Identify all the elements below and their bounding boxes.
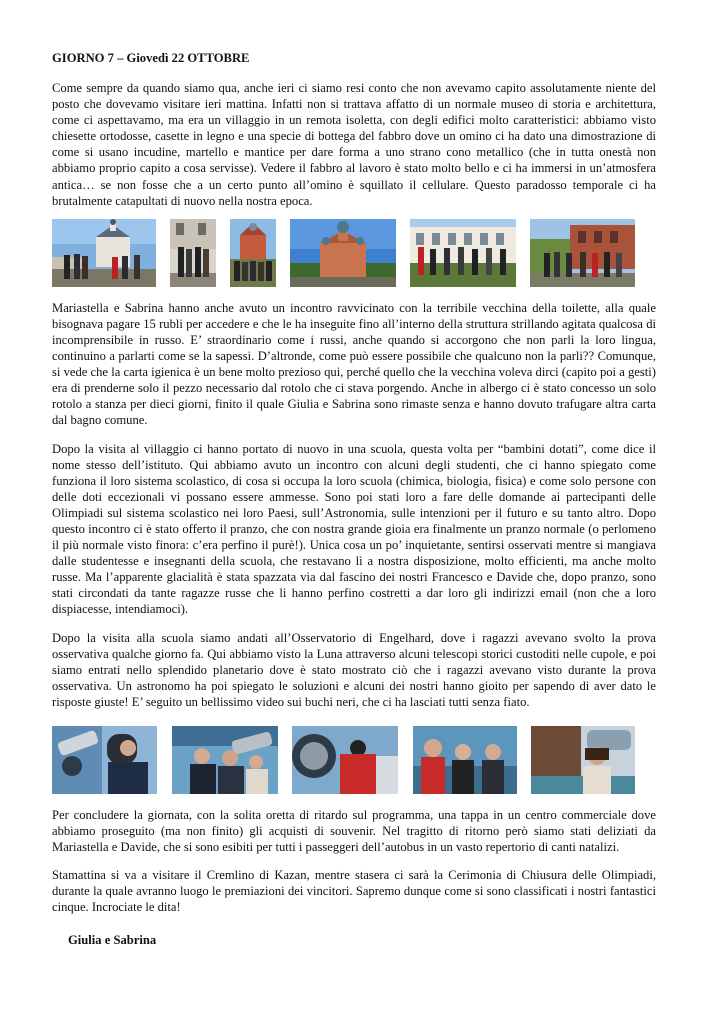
paragraph-observatory: Dopo la visita alla scuola siamo andati all’Osservatorio di Engelhard, dove i ragazzi avevano svolto la prova osservativa qualche giorno fa. Qui abbiamo visto la Luna attraverso alcuni telescopi storici custoditi nelle cupole, e poi siamo entrati nello splendido planetario dove è stato mostrato ciò che i ragazzi avevano visto durante la prova osservativa. Un astronomo ha poi spiegato le soluzioni e alcuni dei nostri hanno gioito per sapendo di aver dato le risposte giuste! E’ seguito un bellissimo video sui buchi neri, che ci ha lasciati tutti senza fiato. xyxy=(52,630,656,709)
photo-building-group xyxy=(170,219,216,287)
signature: Giulia e Sabrina xyxy=(68,932,157,947)
photo-row-observatory xyxy=(52,726,635,794)
photo-village-church-group xyxy=(52,219,156,287)
photo-observatory-group xyxy=(172,726,278,794)
photo-brick-building-group xyxy=(530,219,635,287)
photo-church-group xyxy=(230,219,276,287)
document-content xyxy=(52,50,656,948)
photo-telescope-observer xyxy=(292,726,398,794)
photo-orthodox-cathedral xyxy=(290,219,396,287)
paragraph-shopping: Per concludere la giornata, con la solita oretta di ritardo sul programma, una tappa in un centro commerciale dove abbiamo proseguito (ma non finito) gli acquisti di souvenir. Nel tragitto di ritorno però siamo stati deliziati da Mariastella e Davide, che si sono esibiti per tutti i passeggeri dell’autobus in un vasto repertorio di canti natalizi. xyxy=(52,808,656,855)
paragraph-kremlin: Stamattina si va a visitare il Cremlino di Kazan, mentre stasera ci sarà la Cerimonia di Chiusura delle Olimpiadi, durante la quale avranno luogo le premiazioni dei vincitori. Sapremo dunque come si sono classificati i nostri fantastici cinque. Incrociate le dita! xyxy=(52,868,656,915)
paragraph-village: Come sempre da quando siamo qua, anche ieri ci siamo resi conto che non avevamo capito assolutamente niente del posto che dovevamo visitare ieri mattina. Infatti non si trattava affatto di un normale museo di storia e architettura, come ci aspettavamo, ma era un villaggio in un remota isoletta, con degli edifici molto caratteristici: abbiamo visto chiesette ortodosse, casette in legno e una specie di bottega del fabbro dove un omino ci ha dato una dimostrazione di come si usano incudine, martello e mantice per dare forma a uno strano cono metallico (che in tutta onestà non abbiamo proprio capito a cosa servisse). Vedere il fabbro al lavoro è stato molto bello e ci ha immersi in un’atmosfera antica… se non fosse che a un certo punto all’omino è squillato il cellulare. Questo paradosso temporale ci ha brutalmente catapultati di nuovo nella nostra epoca. xyxy=(52,81,656,208)
photo-telescope-eyepiece xyxy=(52,726,157,794)
photo-observatory-dome-girl xyxy=(531,726,635,794)
photo-row-village xyxy=(52,219,635,287)
page-title: GIORNO 7 – Giovedì 22 OTTOBRE xyxy=(52,51,250,65)
paragraph-toilet: Mariastella e Sabrina hanno anche avuto un incontro ravvicinato con la terribile vecchina della toilette, alla quale bisognava pagare 15 rubli per accedere e che le ha inseguite fino all’interno della struttura strillando agitata qualcosa di incomprensibile in russo. E’ straordinario come i russi, anche quando si accorgono che non parli la loro lingua, continuino a parlarti come se la sapessi. D’altronde, come può essere possibile che qualcuno non la parli?? Comunque, si vede che la carta igienica è un bene molto prezioso qui, perché quello che la vecchina voleva dirci (capito poi a gesti) era di prenderne solo il pezzo necessario dal rotolo che ci stava porgendo. Anche in albergo ci è stato concesso un solo rotolo a stanza per dieci giorni, finito il quale Giulia e Sabrina sono rimaste senza e hanno dovuto trafugare altra carta dal bagno comune. xyxy=(52,300,656,428)
photo-white-building-group xyxy=(410,219,516,287)
photo-students-group xyxy=(413,726,517,794)
paragraph-school: Dopo la visita al villaggio ci hanno portato di nuovo in una scuola, questa volta per “bambini dotati”, come dice il nome stesso dell’istituto. Qui abbiamo avuto un incontro con alcuni degli studenti, che ci hanno spiegato come funziona il loro sistema scolastico, di cosa si occupa la loro scuola (chimica, biologia, fisica) e come solo persone con delle doti eccezionali vi possano essere ammesse. Sono poi stati loro a fare delle domande ai partecipanti delle Olimpiadi sul sistema scolastico nei loro Paesi, sull’Astronomia, sulle intenzioni per il futuro e su tanto altro. Dopo questo incontro ci è stato offerto il pranzo, che con nostra grande gioia era finalmente un pranzo normale (o perlomeno il più normale visto finora: c’era perfino il purè!). Unica cosa un po’ inquietante, sentirsi osservati mentre si mangiava dalle studentesse e insegnanti della scuola, che restavano lì a nostra disposizione, molto efficienti, ma anche molto russe. Ma l’apparente glacialità è stata spazzata via dal fascino dei nostri Francesco e Davide che, dopo pranzo, sono stati circondati da tante ragazze russe che li hanno perfino costretti a dar loro gli indirizzi email (non che a loro dispiacesse, intendiamoci). xyxy=(52,441,656,617)
